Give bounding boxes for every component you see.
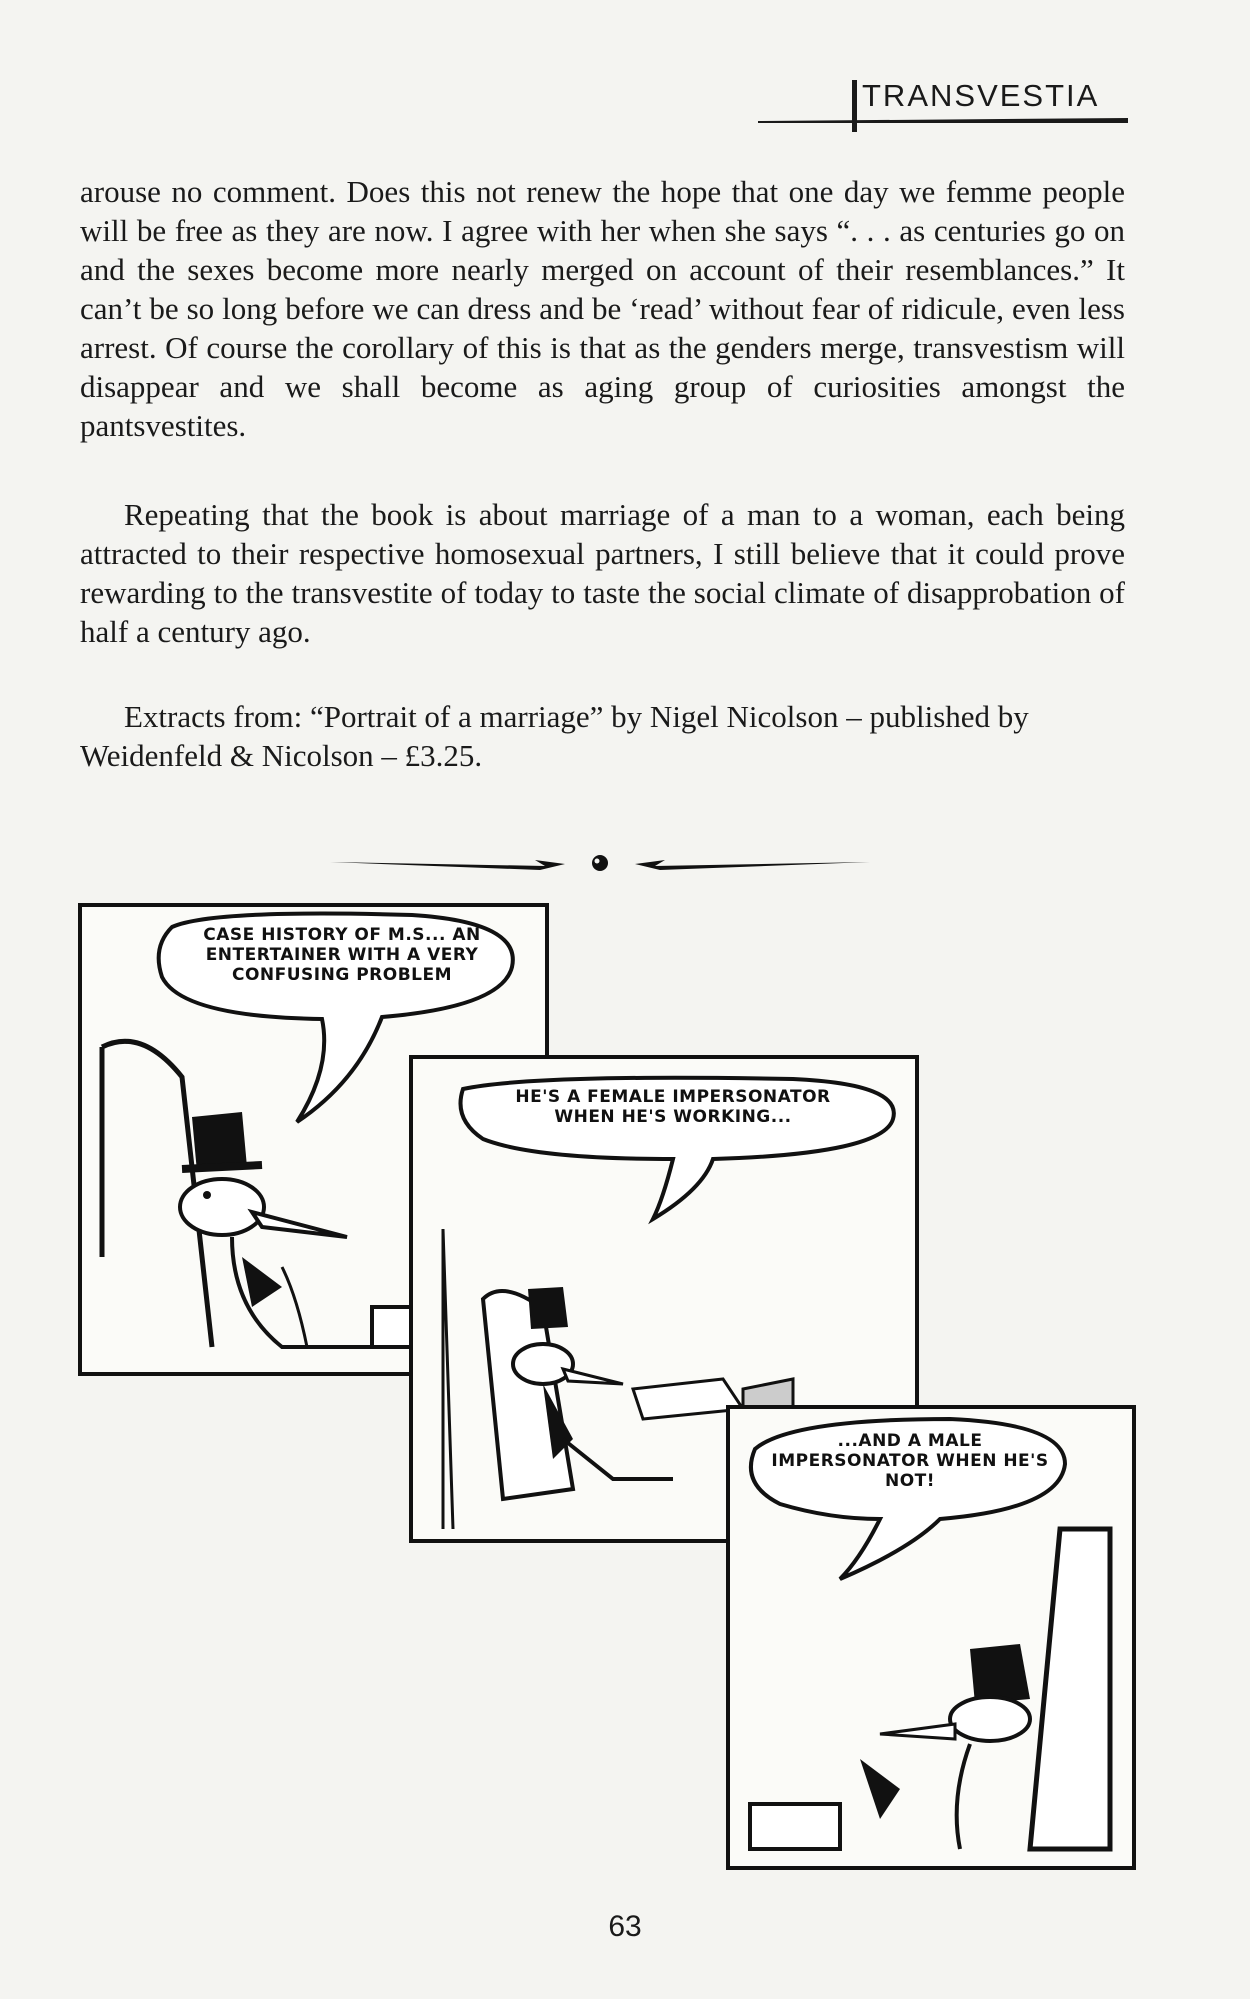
- comic-panel-3: [726, 1405, 1136, 1870]
- speech-bubble-3: ...AND A MALE IMPERSONATOR WHEN HE'S NOT!: [771, 1431, 1049, 1491]
- paragraph-2: Repeating that the book is about marriage of a man to a woman, each being attracted to their respective homosexual partners, I still believe that it could prove rewarding to the transvestite of today to taste the social climate of disapprobation of half a century ago.: [80, 497, 1125, 649]
- speech-bubble-1: CASE HISTORY OF M.S... AN ENTERTAINER WITH A VERY CONFUSING PROBLEM: [203, 925, 481, 985]
- header-title: TRANSVESTIA: [862, 78, 1100, 113]
- paragraph-3: Extracts from: “Portrait of a marriage” by Nigel Nicolson – published by Weidenfeld & Nicolson – £3.25.: [80, 699, 1029, 773]
- header-rule: [758, 118, 1128, 123]
- header-t-stem: [852, 80, 857, 132]
- speech-bubble-2: HE'S A FEMALE IMPERSONATOR WHEN HE'S WORKING...: [515, 1087, 831, 1127]
- paragraph-1: arouse no comment. Does this not renew the hope that one day we femme people will be free as they are now. I agree with her when she says “. . . as centuries go on and the sexes become more nearly merged on account of their resemblances.” It can’t be so long before we can dress and be ‘read’ without fear of ridicule, even less arrest. Of course the corollary of this is that as the genders merge, transvestism will disappear and we shall become as aging group of curiosities amongst the pantsvestites.: [80, 174, 1125, 443]
- section-divider: [330, 850, 870, 876]
- running-header: [758, 78, 1128, 134]
- page-number: 63: [608, 1910, 642, 1943]
